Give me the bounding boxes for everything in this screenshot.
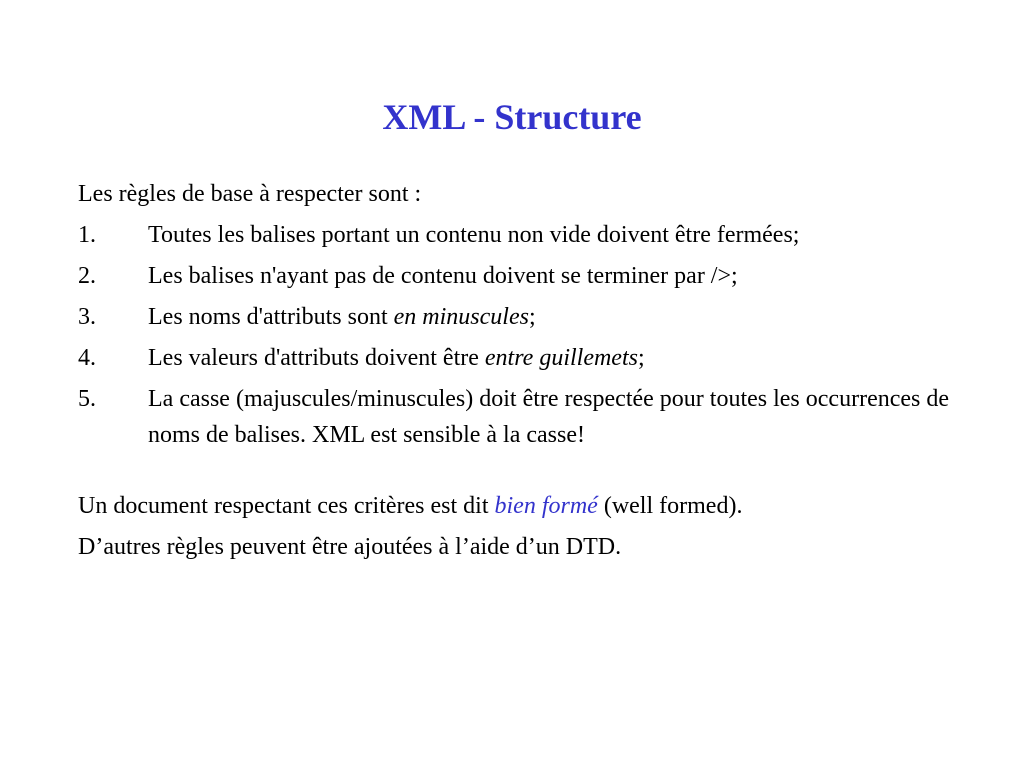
- list-item: [78, 381, 958, 453]
- list-number: 5.: [78, 386, 96, 412]
- list-number: 4.: [78, 345, 96, 371]
- list-text: Les balises n'ayant pas de contenu doivent se terminer par />;: [148, 263, 738, 289]
- closing-line-2: D’autres règles peuvent être ajoutées à l’aide d’un DTD.: [78, 534, 622, 560]
- list-item: [78, 299, 958, 335]
- rules-list: [78, 217, 958, 453]
- list-text: Toutes les balises portant un contenu non vide doivent être fermées;: [148, 222, 800, 248]
- list-item: [78, 217, 958, 253]
- list-number: 1.: [78, 222, 96, 248]
- list-text-post: ;: [528, 304, 536, 330]
- well-formed-term: bien formé: [494, 493, 598, 519]
- slide-body: [78, 176, 958, 570]
- spacer: [78, 458, 958, 488]
- list-number: 2.: [78, 263, 96, 289]
- list-number: 3.: [78, 304, 96, 330]
- list-text: [148, 340, 958, 376]
- list-text-pre: Les valeurs d'attributs doivent être: [148, 345, 485, 371]
- list-text: La casse (majuscules/minuscules) doit être respectée pour toutes les occurrences de noms de balises. XML est sensible à la casse!: [148, 386, 950, 448]
- list-text-post: ;: [637, 345, 645, 371]
- list-text: [148, 299, 958, 335]
- closing-pre: Un document respectant ces critères est dit: [78, 493, 495, 519]
- closing-line-1: [78, 488, 958, 524]
- emphasis-text: entre guillemets: [484, 345, 638, 371]
- slide-title: XML - Structure: [382, 97, 642, 137]
- intro-text: Les règles de base à respecter sont :: [78, 181, 422, 207]
- list-text-pre: Les noms d'attributs sont: [148, 304, 394, 330]
- list-item: [78, 340, 958, 376]
- list-item: [78, 258, 958, 294]
- closing-post: (well formed).: [597, 493, 743, 519]
- emphasis-text: en minuscules: [393, 304, 529, 330]
